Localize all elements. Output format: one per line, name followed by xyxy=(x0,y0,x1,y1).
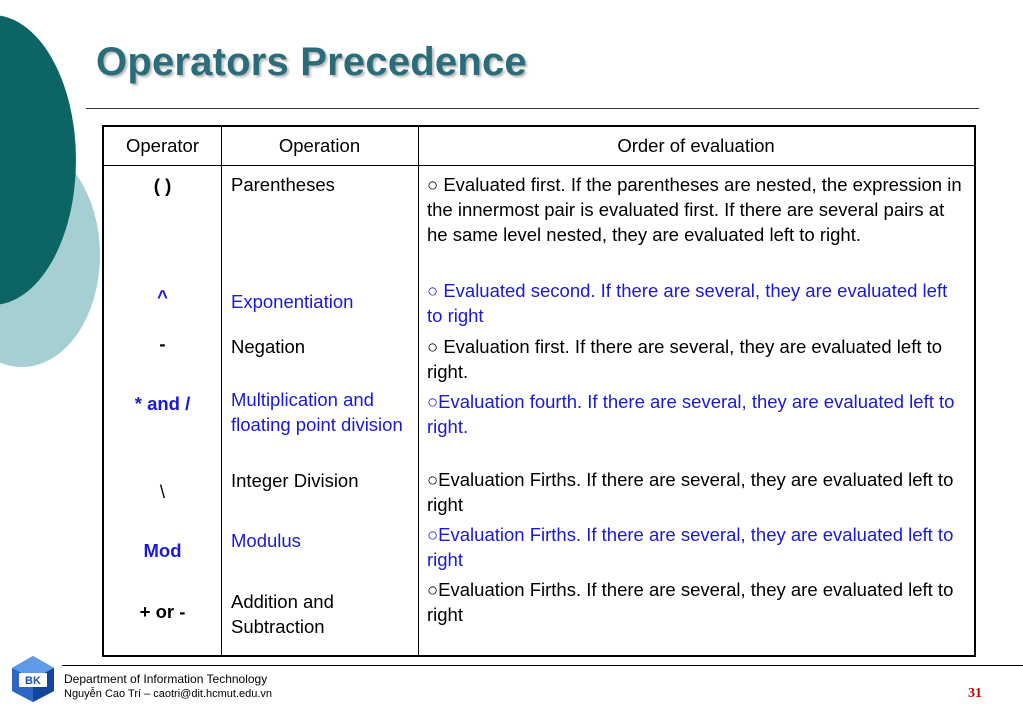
page-title: Operators Precedence xyxy=(96,40,527,84)
operator-negation: - xyxy=(159,333,166,354)
order-parentheses: ○ Evaluated first. If the parentheses are nested, the expression in the innermost pair is evaluated first. If there are several pairs at he same level nested, they are evaluated left to right. xyxy=(427,174,962,245)
header-order: Order of evaluation xyxy=(617,135,775,156)
operator-multiply-divide: * and / xyxy=(134,393,191,414)
operator-add-subtract: + or - xyxy=(139,601,186,622)
precedence-table xyxy=(102,125,976,657)
footer-divider xyxy=(62,665,1023,666)
page-number: 31 xyxy=(968,686,982,701)
footer-department: Department of Information Technology xyxy=(64,672,268,686)
operation-parentheses: Parentheses xyxy=(231,174,335,195)
column-divider xyxy=(418,127,419,655)
dark-teal-circle xyxy=(0,15,76,305)
column-divider xyxy=(221,127,222,655)
logo-text: BK xyxy=(25,675,41,687)
order-add-subtract: ○Evaluation Firths. If there are several, they are evaluated left to right xyxy=(427,579,954,625)
order-integer-division: ○Evaluation Firths. If there are several, they are evaluated left to right xyxy=(427,469,954,515)
light-teal-circle xyxy=(0,143,100,367)
order-mod: ○Evaluation Firths. If there are several, they are evaluated left to right xyxy=(427,524,954,570)
operator-integer-division: \ xyxy=(159,481,166,502)
title-divider xyxy=(86,108,979,109)
operator-parentheses: ( ) xyxy=(153,175,172,196)
header-operator: Operator xyxy=(125,135,199,156)
order-multiply-divide: ○Evaluation fourth. If there are several, they are evaluated left to right. xyxy=(427,391,955,437)
header-operation: Operation xyxy=(278,135,361,156)
operation-mod: Modulus xyxy=(231,530,301,551)
table-header-row xyxy=(104,127,974,166)
order-negation: ○ Evaluation first. If there are several, they are evaluated left to right. xyxy=(427,336,943,382)
operation-exponent: Exponentiation xyxy=(231,291,354,312)
operator-exponent: ^ xyxy=(157,286,168,307)
footer-author: Nguyễn Cao Trí – caotri@dit.hcmut.edu.vn xyxy=(64,688,273,700)
operator-mod: Mod xyxy=(143,540,182,561)
operation-multiply-divide: Multiplication and floating point division xyxy=(231,389,403,435)
operation-integer-division: Integer Division xyxy=(231,470,359,491)
order-exponent: ○ Evaluated second. If there are several, they are evaluated left to right xyxy=(427,280,948,326)
bk-logo xyxy=(8,655,58,703)
operation-add-subtract: Addition and Subtraction xyxy=(231,591,334,637)
operation-negation: Negation xyxy=(231,336,306,357)
